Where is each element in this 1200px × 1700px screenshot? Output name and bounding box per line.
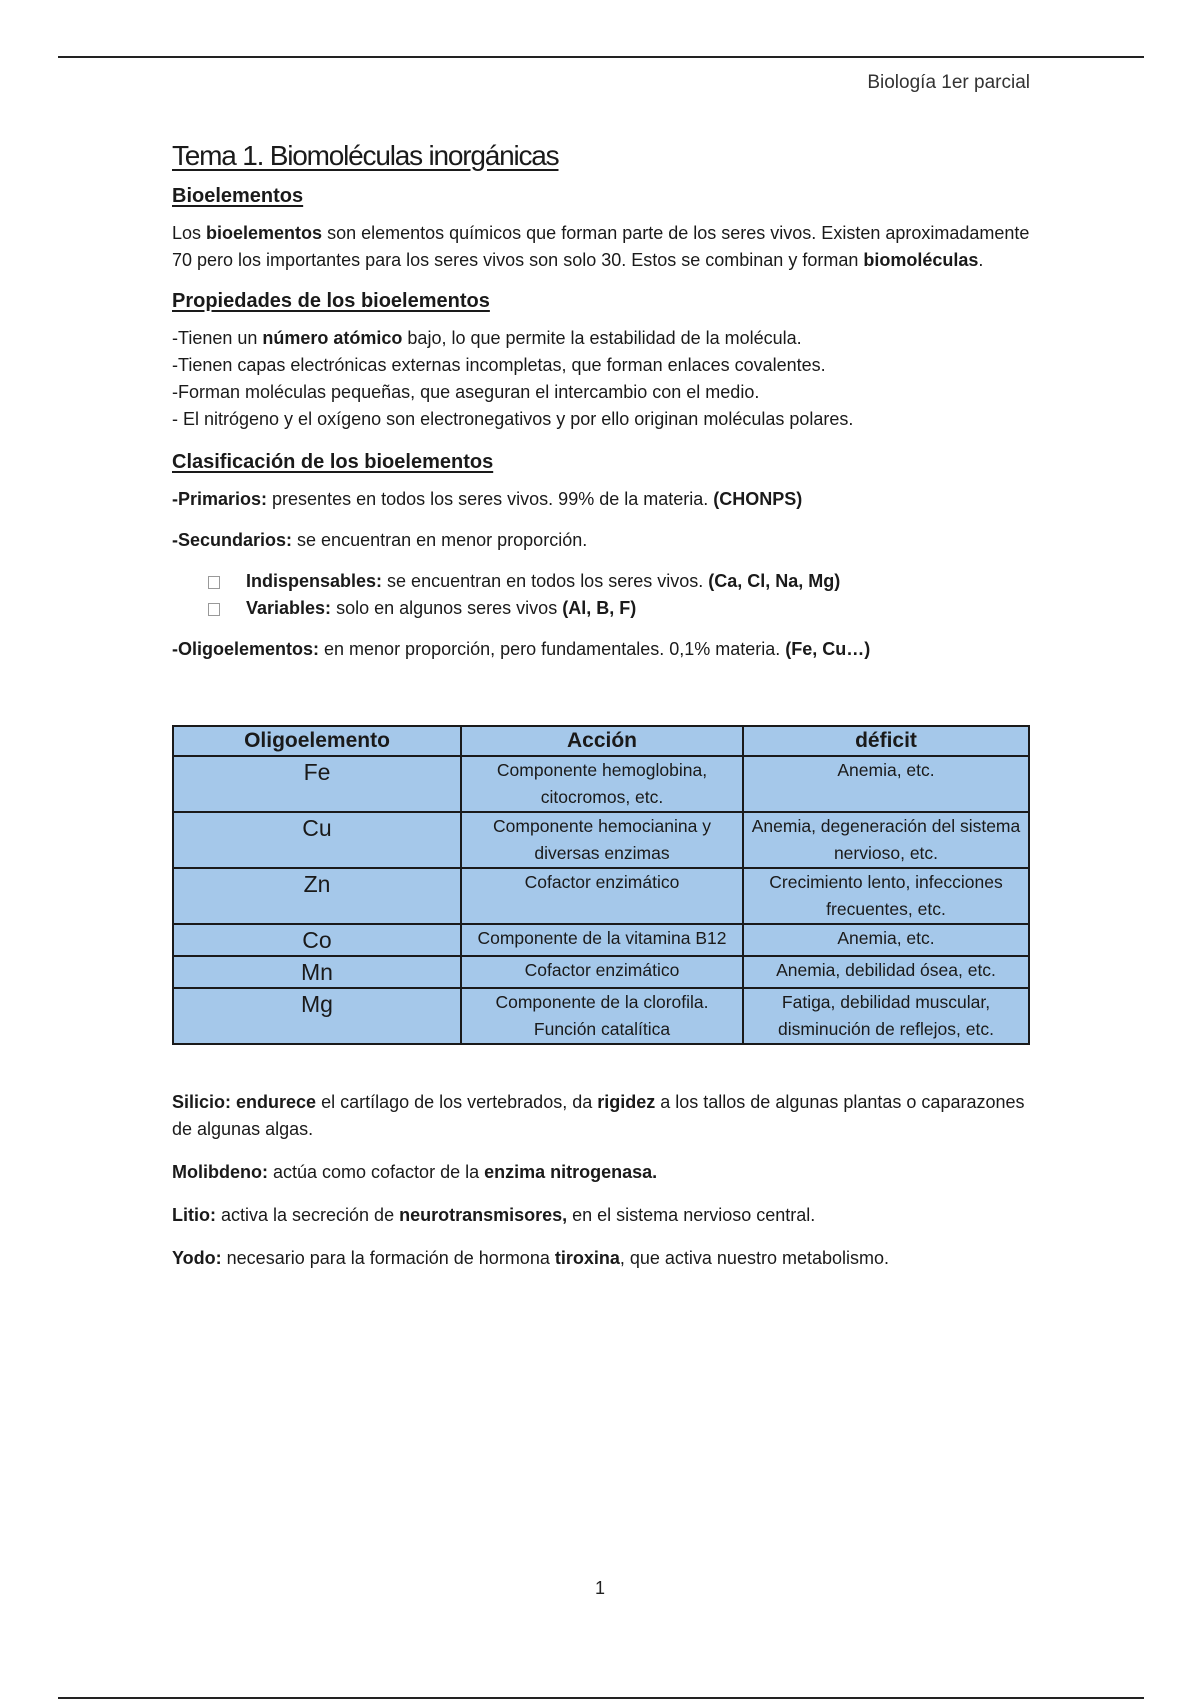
bold-label: Yodo: xyxy=(172,1248,222,1268)
cell-symbol: Zn xyxy=(173,868,461,924)
propiedad-line: - El nitrógeno y el oxígeno son electronegativos y por ello originan moléculas polares. xyxy=(172,409,854,429)
list-item xyxy=(208,595,1032,622)
propiedad-line: -Tienen capas electrónicas externas incompletas, que forman enlaces covalentes. xyxy=(172,355,826,375)
text: -Tienen un xyxy=(172,328,263,348)
bold-term: (CHONPS) xyxy=(713,489,803,509)
cell-accion: Cofactor enzimático xyxy=(461,868,743,924)
bold-term: tiroxina xyxy=(554,1248,620,1268)
cell-deficit: Fatiga, debilidad muscular, disminución de reflejos, etc. xyxy=(743,988,1029,1044)
bold-term: endurece xyxy=(231,1092,317,1112)
text: son elementos químicos que forman parte de los seres vivos. Existen aproximadamente 70 pero los importantes para los seres vivos son solo 30. Estos se combinan y forman xyxy=(172,223,1030,270)
text: activa la secreción de xyxy=(215,1205,400,1225)
text: bajo, lo que permite la estabilidad de la molécula. xyxy=(402,328,802,348)
text: . xyxy=(978,250,984,270)
table-row xyxy=(173,924,1029,956)
page-content xyxy=(172,142,1032,1288)
text: a los tallos de algunas plantas o caparazones de algunas algas. xyxy=(172,1092,1025,1139)
table-row xyxy=(173,988,1029,1044)
bold-label: -Secundarios: xyxy=(172,530,293,550)
otros-elementos xyxy=(172,1089,1032,1272)
table-row xyxy=(173,956,1029,988)
text: Los xyxy=(172,223,207,243)
cell-accion: Componente de la vitamina B12 xyxy=(461,924,743,956)
litio-paragraph xyxy=(172,1202,1032,1229)
list-item-text xyxy=(246,568,840,595)
column-header: Oligoelemento xyxy=(173,726,461,756)
heading-clasificacion: Clasificación de los bioelementos xyxy=(172,451,494,473)
column-header: Acción xyxy=(461,726,743,756)
table-row xyxy=(173,756,1029,812)
text: solo en algunos seres vivos xyxy=(331,598,563,618)
bold-term: biomoléculas xyxy=(863,250,979,270)
text: necesario para la formación de hormona xyxy=(221,1248,555,1268)
bold-term: neurotransmisores, xyxy=(399,1205,568,1225)
cell-symbol: Cu xyxy=(173,812,461,868)
text: se encuentran en menor proporción. xyxy=(292,530,588,550)
page-title: Tema 1. Biomoléculas inorgánicas xyxy=(172,140,559,171)
cell-accion: Cofactor enzimático xyxy=(461,956,743,988)
secundarios-line xyxy=(172,527,1032,554)
cell-deficit: Anemia, etc. xyxy=(743,924,1029,956)
text: se encuentran en todos los seres vivos. xyxy=(382,571,709,591)
bottom-rule xyxy=(58,1697,1144,1699)
molibdeno-paragraph xyxy=(172,1159,1032,1186)
cell-accion: Componente hemoglobina, citocromos, etc. xyxy=(461,756,743,812)
table-header-row xyxy=(173,726,1029,756)
bold-term: (Al, B, F) xyxy=(562,598,637,618)
oligoelementos-table xyxy=(172,725,1030,1045)
table-row xyxy=(173,868,1029,924)
cell-deficit: Crecimiento lento, infecciones frecuentes, etc. xyxy=(743,868,1029,924)
cell-symbol: Mn xyxy=(173,956,461,988)
cell-deficit: Anemia, debilidad ósea, etc. xyxy=(743,956,1029,988)
cell-symbol: Fe xyxy=(173,756,461,812)
text: actúa como cofactor de la xyxy=(267,1162,485,1182)
cell-accion: Componente hemocianina y diversas enzimas xyxy=(461,812,743,868)
text: el cartílago de los vertebrados, da xyxy=(316,1092,598,1112)
silicio-paragraph xyxy=(172,1089,1032,1143)
text: , que activa nuestro metabolismo. xyxy=(619,1248,889,1268)
running-header: Biología 1er parcial xyxy=(867,72,1030,93)
checkbox-bullet-icon xyxy=(208,576,220,589)
bold-label: Molibdeno: xyxy=(172,1162,268,1182)
page-number: 1 xyxy=(594,1578,605,1598)
text: presentes en todos los seres vivos. 99% de la materia. xyxy=(267,489,714,509)
bold-label: Indispensables: xyxy=(246,571,383,591)
bold-label: -Primarios: xyxy=(172,489,268,509)
bold-term: rigidez xyxy=(597,1092,656,1112)
primarios-line xyxy=(172,486,1032,513)
propiedad-line: -Forman moléculas pequeñas, que aseguran el intercambio con el medio. xyxy=(172,382,760,402)
bold-label: -Oligoelementos: xyxy=(172,639,320,659)
bold-term: enzima nitrogenasa. xyxy=(484,1162,658,1182)
bold-label: Litio: xyxy=(172,1205,216,1225)
heading-propiedades: Propiedades de los bioelementos xyxy=(172,290,490,312)
bold-term: número atómico xyxy=(262,328,403,348)
bold-label: Variables: xyxy=(246,598,332,618)
bold-term: (Ca, Cl, Na, Mg) xyxy=(708,571,841,591)
propiedades-list xyxy=(172,325,1032,433)
bold-term: bioelementos xyxy=(206,223,323,243)
heading-bioelementos: Bioelementos xyxy=(172,185,304,207)
cell-deficit: Anemia, degeneración del sistema nervioso, etc. xyxy=(743,812,1029,868)
checkbox-bullet-icon xyxy=(208,603,220,616)
propiedad-line xyxy=(172,325,1032,352)
list-item xyxy=(208,568,1032,595)
secundarios-sublist xyxy=(208,568,1032,622)
bold-label: Silicio: xyxy=(172,1092,232,1112)
cell-symbol: Co xyxy=(173,924,461,956)
text: en menor proporción, pero fundamentales. 0,1% materia. xyxy=(319,639,786,659)
cell-deficit: Anemia, etc. xyxy=(743,756,1029,812)
paragraph-bioelementos xyxy=(172,220,1032,274)
bold-term: (Fe, Cu…) xyxy=(785,639,871,659)
column-header: déficit xyxy=(743,726,1029,756)
yodo-paragraph xyxy=(172,1245,1032,1272)
top-rule xyxy=(58,56,1144,58)
list-item-text xyxy=(246,595,636,622)
text: en el sistema nervioso central. xyxy=(567,1205,816,1225)
table-row xyxy=(173,812,1029,868)
cell-symbol: Mg xyxy=(173,988,461,1044)
cell-accion: Componente de la clorofila. Función catalítica xyxy=(461,988,743,1044)
oligoelementos-line xyxy=(172,636,1032,663)
